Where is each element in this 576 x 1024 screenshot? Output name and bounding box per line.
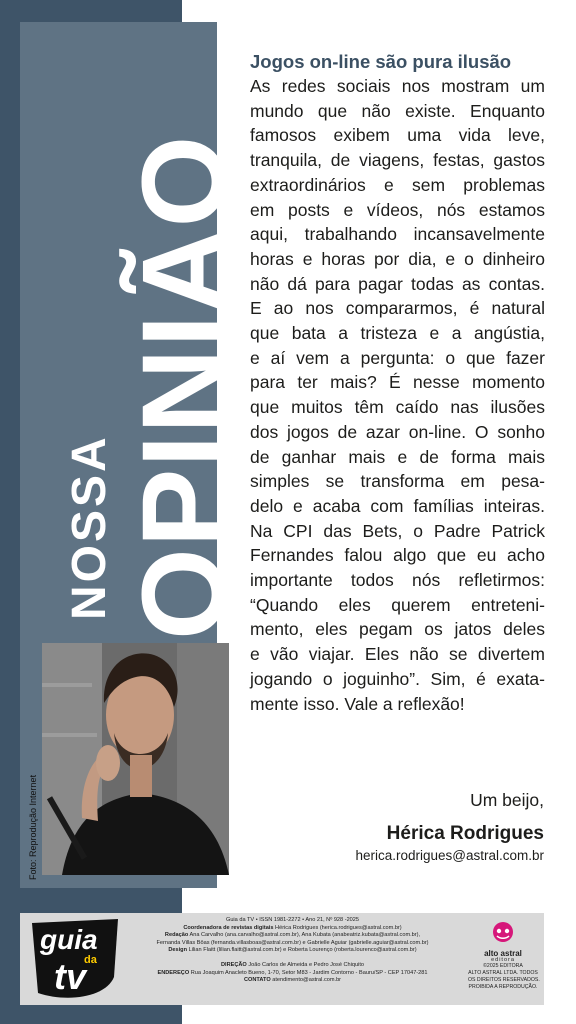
guia-da-tv-logo xyxy=(28,917,122,1003)
article-body-line: dos jogos de azar on-line. O sonho xyxy=(250,421,545,442)
article-body-line: jogando o joguinho”. Sim, é exata- xyxy=(250,668,545,689)
article-body-line: delo e acaba com famílias inteiras. xyxy=(250,495,545,516)
article-title: Jogos on-line são pura ilusão xyxy=(250,51,512,72)
copyright-line: ALTO ASTRAL LTDA. TODOS xyxy=(468,970,538,976)
coordinator-line: Coordenadora de revistas digitais Hérica Rodrigues (herica.rodrigues@astral.com.br) xyxy=(183,924,402,931)
copyright-line: ©2025 EDITORA xyxy=(483,963,523,969)
redacao-line: Redação Ana Carvalho (ana.carvalho@astral.com.br), Ana Kubata (anabeatriz.kubata@astral.com.br), xyxy=(164,932,421,939)
photo-credit: Foto: Reprodução Internet xyxy=(28,774,38,880)
redacao-line-2: Fernanda Villas Bôas (fernanda.villasboas@astral.com.br) e Gabrielle Aguiar (gabrielle.aguiar@astral.com.br) xyxy=(156,939,429,946)
logo-word-da: da xyxy=(84,954,97,966)
article xyxy=(250,50,545,716)
contato-line: CONTATO atendimento@astral.com.br xyxy=(243,977,342,984)
author-photo xyxy=(42,643,229,875)
copyright-line: OS DIREITOS RESERVADOS. xyxy=(468,977,540,983)
logo-word-tv: tv xyxy=(54,956,87,997)
article-body-line: e aí vem a pergunta: o que fazer xyxy=(250,347,545,368)
article-body-line: E ao nos compararmos, é natural xyxy=(250,298,545,319)
closing-text: Um beijo, xyxy=(470,790,544,810)
design-line: Design Lilian Flaitt (lilian.flaitt@astral.com.br) e Roberta Lourenço (roberta.lourenco@astral.com.br) xyxy=(168,947,417,954)
publisher-name: alto astral xyxy=(484,949,522,958)
article-body-line: de ganhar mais e de forma mais xyxy=(250,446,545,467)
article-body-line: que muitos têm caído nas ilusões xyxy=(250,397,545,418)
author-email[interactable]: herica.rodrigues@astral.com.br xyxy=(355,848,544,863)
copyright-line: PROIBIDA A REPRODUÇÃO. xyxy=(468,984,538,990)
article-body-line: para ter mais? É nesse momento xyxy=(250,372,545,393)
article-body-line: mento, eles pegam os jatos deles xyxy=(250,619,545,640)
article-body-line: aqui, trabalhando incansavelmente xyxy=(250,224,545,245)
section-title-opiniao: OPINIÃO xyxy=(118,134,250,640)
alto-astral-logo xyxy=(471,921,535,963)
article-body-line: simples se transforma em pesa- xyxy=(250,471,545,492)
article-body-line: em posts e vídeos, nós estamos xyxy=(250,199,545,220)
publisher-subtitle: editora xyxy=(491,957,515,963)
article-body-line: famosos exibem uma vida leve, xyxy=(250,125,545,146)
article-body-line: mundo que não existe. Enquanto xyxy=(250,100,545,121)
article-body-line: “Quando eles querem entreteni- xyxy=(250,594,545,615)
footer-credits xyxy=(20,913,544,1005)
article-body-line: importante todos nós refletirmos: xyxy=(250,570,545,591)
publication-line: Guia da TV • ISSN 1981-2272 • Ano 21, Nº 928 -2025 xyxy=(225,917,360,923)
article-body-line: mente isso. Vale a reflexão! xyxy=(250,693,465,714)
article-body-line: não dá para pagar todas as contas. xyxy=(250,273,545,294)
article-body-line: As redes sociais nos mostram um xyxy=(250,76,545,96)
author-name: Hérica Rodrigues xyxy=(386,823,544,844)
direcao-line: DIREÇÃO João Carlos de Almeida e Pedro José Chiquito xyxy=(220,961,365,968)
logo-word-guia: guia xyxy=(40,924,98,955)
article-body-line: e vão viajar. Eles não se divertem xyxy=(250,644,545,665)
article-body-line: extraordinários e sem problemas xyxy=(250,174,545,195)
article-body-line: tranquila, de viagens, festas, gastos xyxy=(250,150,545,171)
copyright-notice xyxy=(468,963,538,991)
section-title-nossa: NOSSA xyxy=(63,434,116,620)
article-body-line: horas e horas por dia, e o dinheiro xyxy=(250,248,545,269)
footer-masthead xyxy=(120,917,465,985)
article-body-line: Na CPI das Bets, o Padre Patrick xyxy=(250,520,545,541)
article-body xyxy=(250,74,545,716)
article-body-line: Fernandes falou algo que eu acho xyxy=(250,545,545,566)
article-body-line: que bata a tristeza e a angústia, xyxy=(250,323,545,344)
endereco-line: ENDEREÇO Rua Joaquim Anacleto Bueno, 1-70, Setor M83 - Jardim Contorno - Bauru/SP - CEP 17047-281 xyxy=(157,969,428,976)
alto-astral-emblem-icon xyxy=(490,921,516,943)
